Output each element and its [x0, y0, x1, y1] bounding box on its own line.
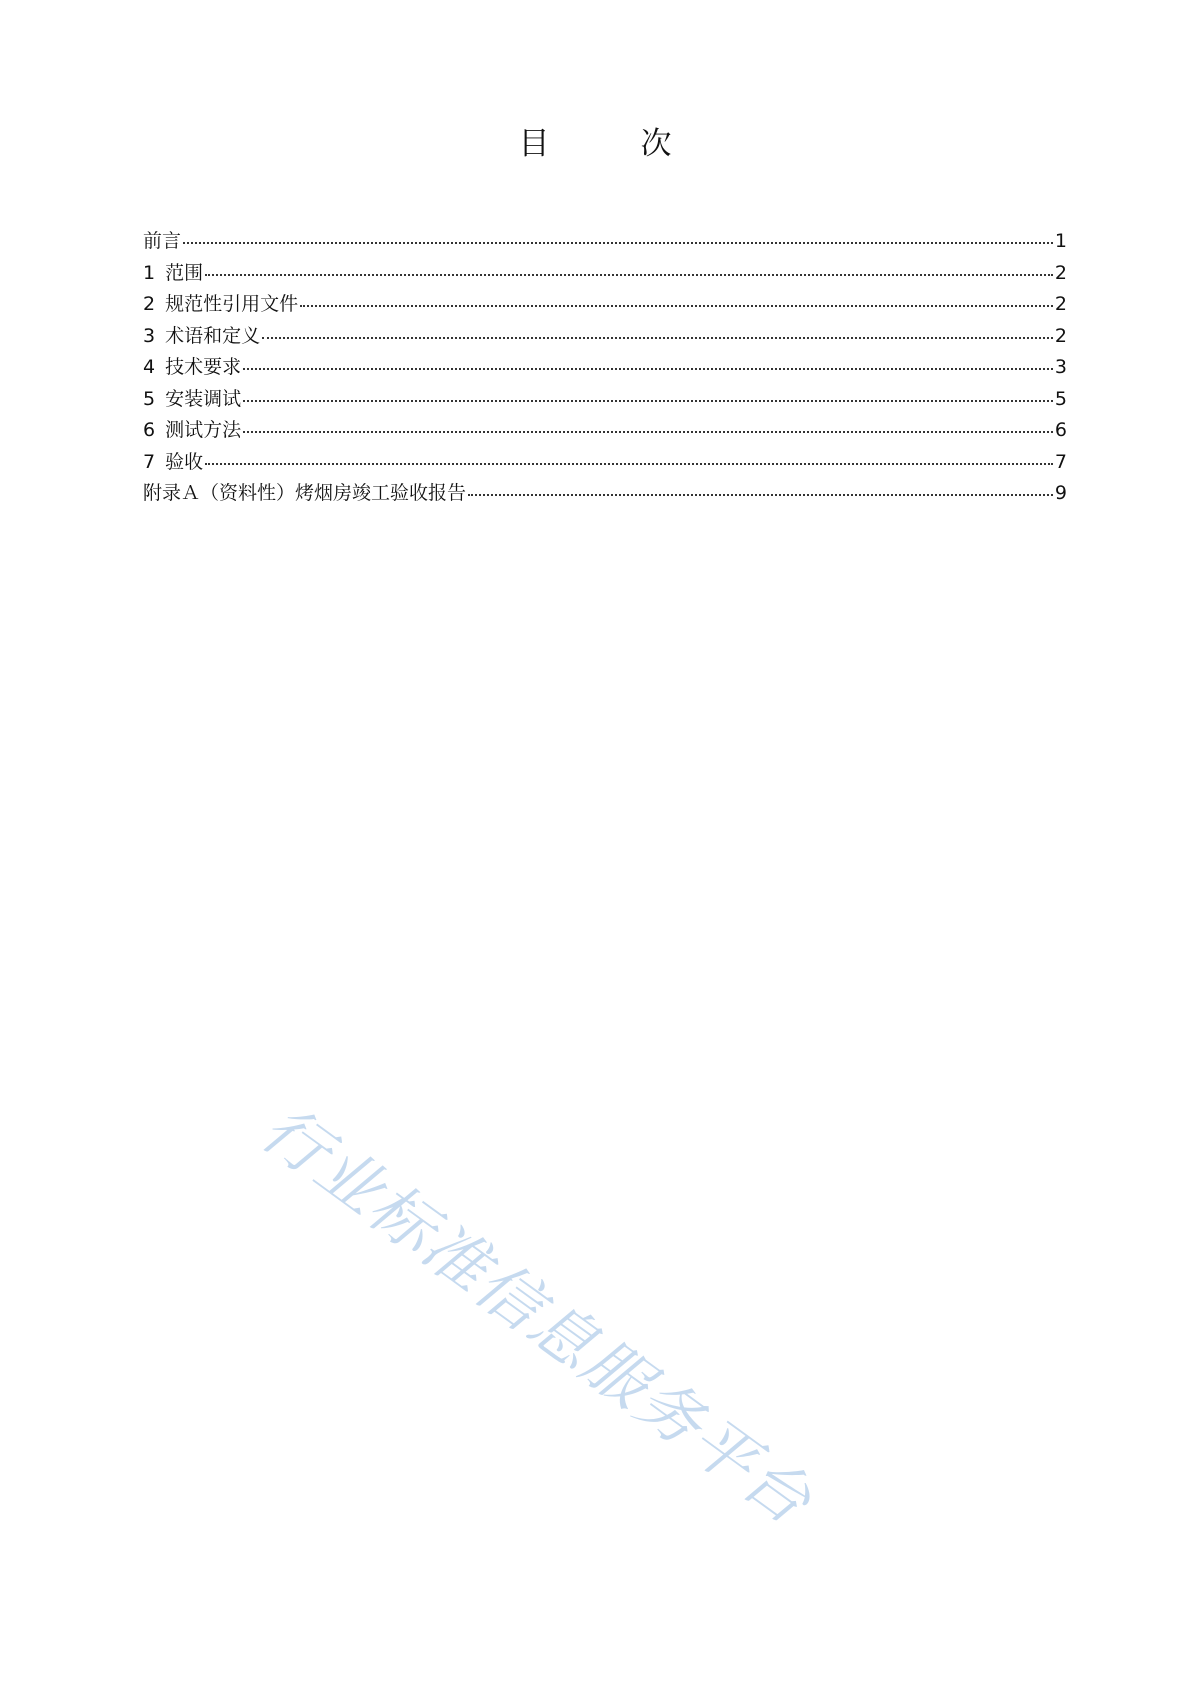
toc-entry-page: 2: [1054, 261, 1067, 284]
toc-entry-acceptance[interactable]: [143, 447, 1067, 479]
dot-leader: [183, 236, 1053, 244]
toc-entry-normative-references[interactable]: [143, 289, 1067, 321]
dot-leader: [205, 268, 1053, 276]
toc-entry-label: 测试方法: [165, 419, 242, 441]
toc-entry-terms-definitions[interactable]: [143, 321, 1067, 353]
toc-entry-page: 2: [1054, 324, 1067, 347]
toc-entry-foreword[interactable]: [143, 226, 1067, 258]
toc-entry-page: 6: [1054, 419, 1067, 441]
toc-entry-number: 4: [143, 356, 156, 378]
toc-entry-number: 3: [143, 324, 156, 347]
toc-entry-technical-requirements[interactable]: [143, 352, 1067, 384]
toc-entry-page: 2: [1054, 293, 1067, 315]
toc-entry-page: 1: [1054, 230, 1067, 252]
toc-entry-label: 前言: [143, 230, 182, 252]
dot-leader: [468, 488, 1053, 496]
toc-entry-number: 7: [143, 450, 156, 473]
toc-entry-number: 5: [143, 387, 156, 410]
toc-entry-page: 9: [1054, 482, 1067, 504]
dot-leader: [243, 362, 1053, 370]
toc-entry-page: 5: [1054, 387, 1067, 410]
dot-leader: [243, 394, 1053, 402]
toc-entry-label: 安装调试: [165, 387, 242, 410]
toc-entry-test-methods[interactable]: [143, 415, 1067, 447]
toc-entry-label: 规范性引用文件: [165, 293, 299, 315]
toc-entry-label: 验收: [165, 450, 204, 473]
dot-leader: [300, 299, 1053, 307]
toc-entry-page: 7: [1054, 450, 1067, 473]
toc-entry-label: 技术要求: [165, 356, 242, 378]
toc-entry-page: 3: [1054, 356, 1067, 378]
toc-entry-scope[interactable]: [143, 258, 1067, 290]
dot-leader: [243, 425, 1053, 433]
page-title: 目 次: [518, 126, 702, 162]
toc-entry-number: 2: [143, 293, 156, 315]
toc-entry-label: 术语和定义: [165, 324, 261, 347]
watermark-text: 行业标准信息服务平台: [247, 1092, 826, 1540]
toc-entry-installation[interactable]: [143, 384, 1067, 416]
toc-entry-number: 1: [143, 261, 156, 284]
toc-entry-label: 范围: [165, 261, 204, 284]
toc-entry-label: 附录Ａ（资料性）烤烟房竣工验收报告: [143, 482, 467, 504]
table-of-contents: [143, 226, 1067, 510]
dot-leader: [262, 331, 1053, 339]
dot-leader: [205, 457, 1053, 465]
toc-entry-appendix-a[interactable]: [143, 478, 1067, 510]
toc-entry-number: 6: [143, 419, 156, 441]
